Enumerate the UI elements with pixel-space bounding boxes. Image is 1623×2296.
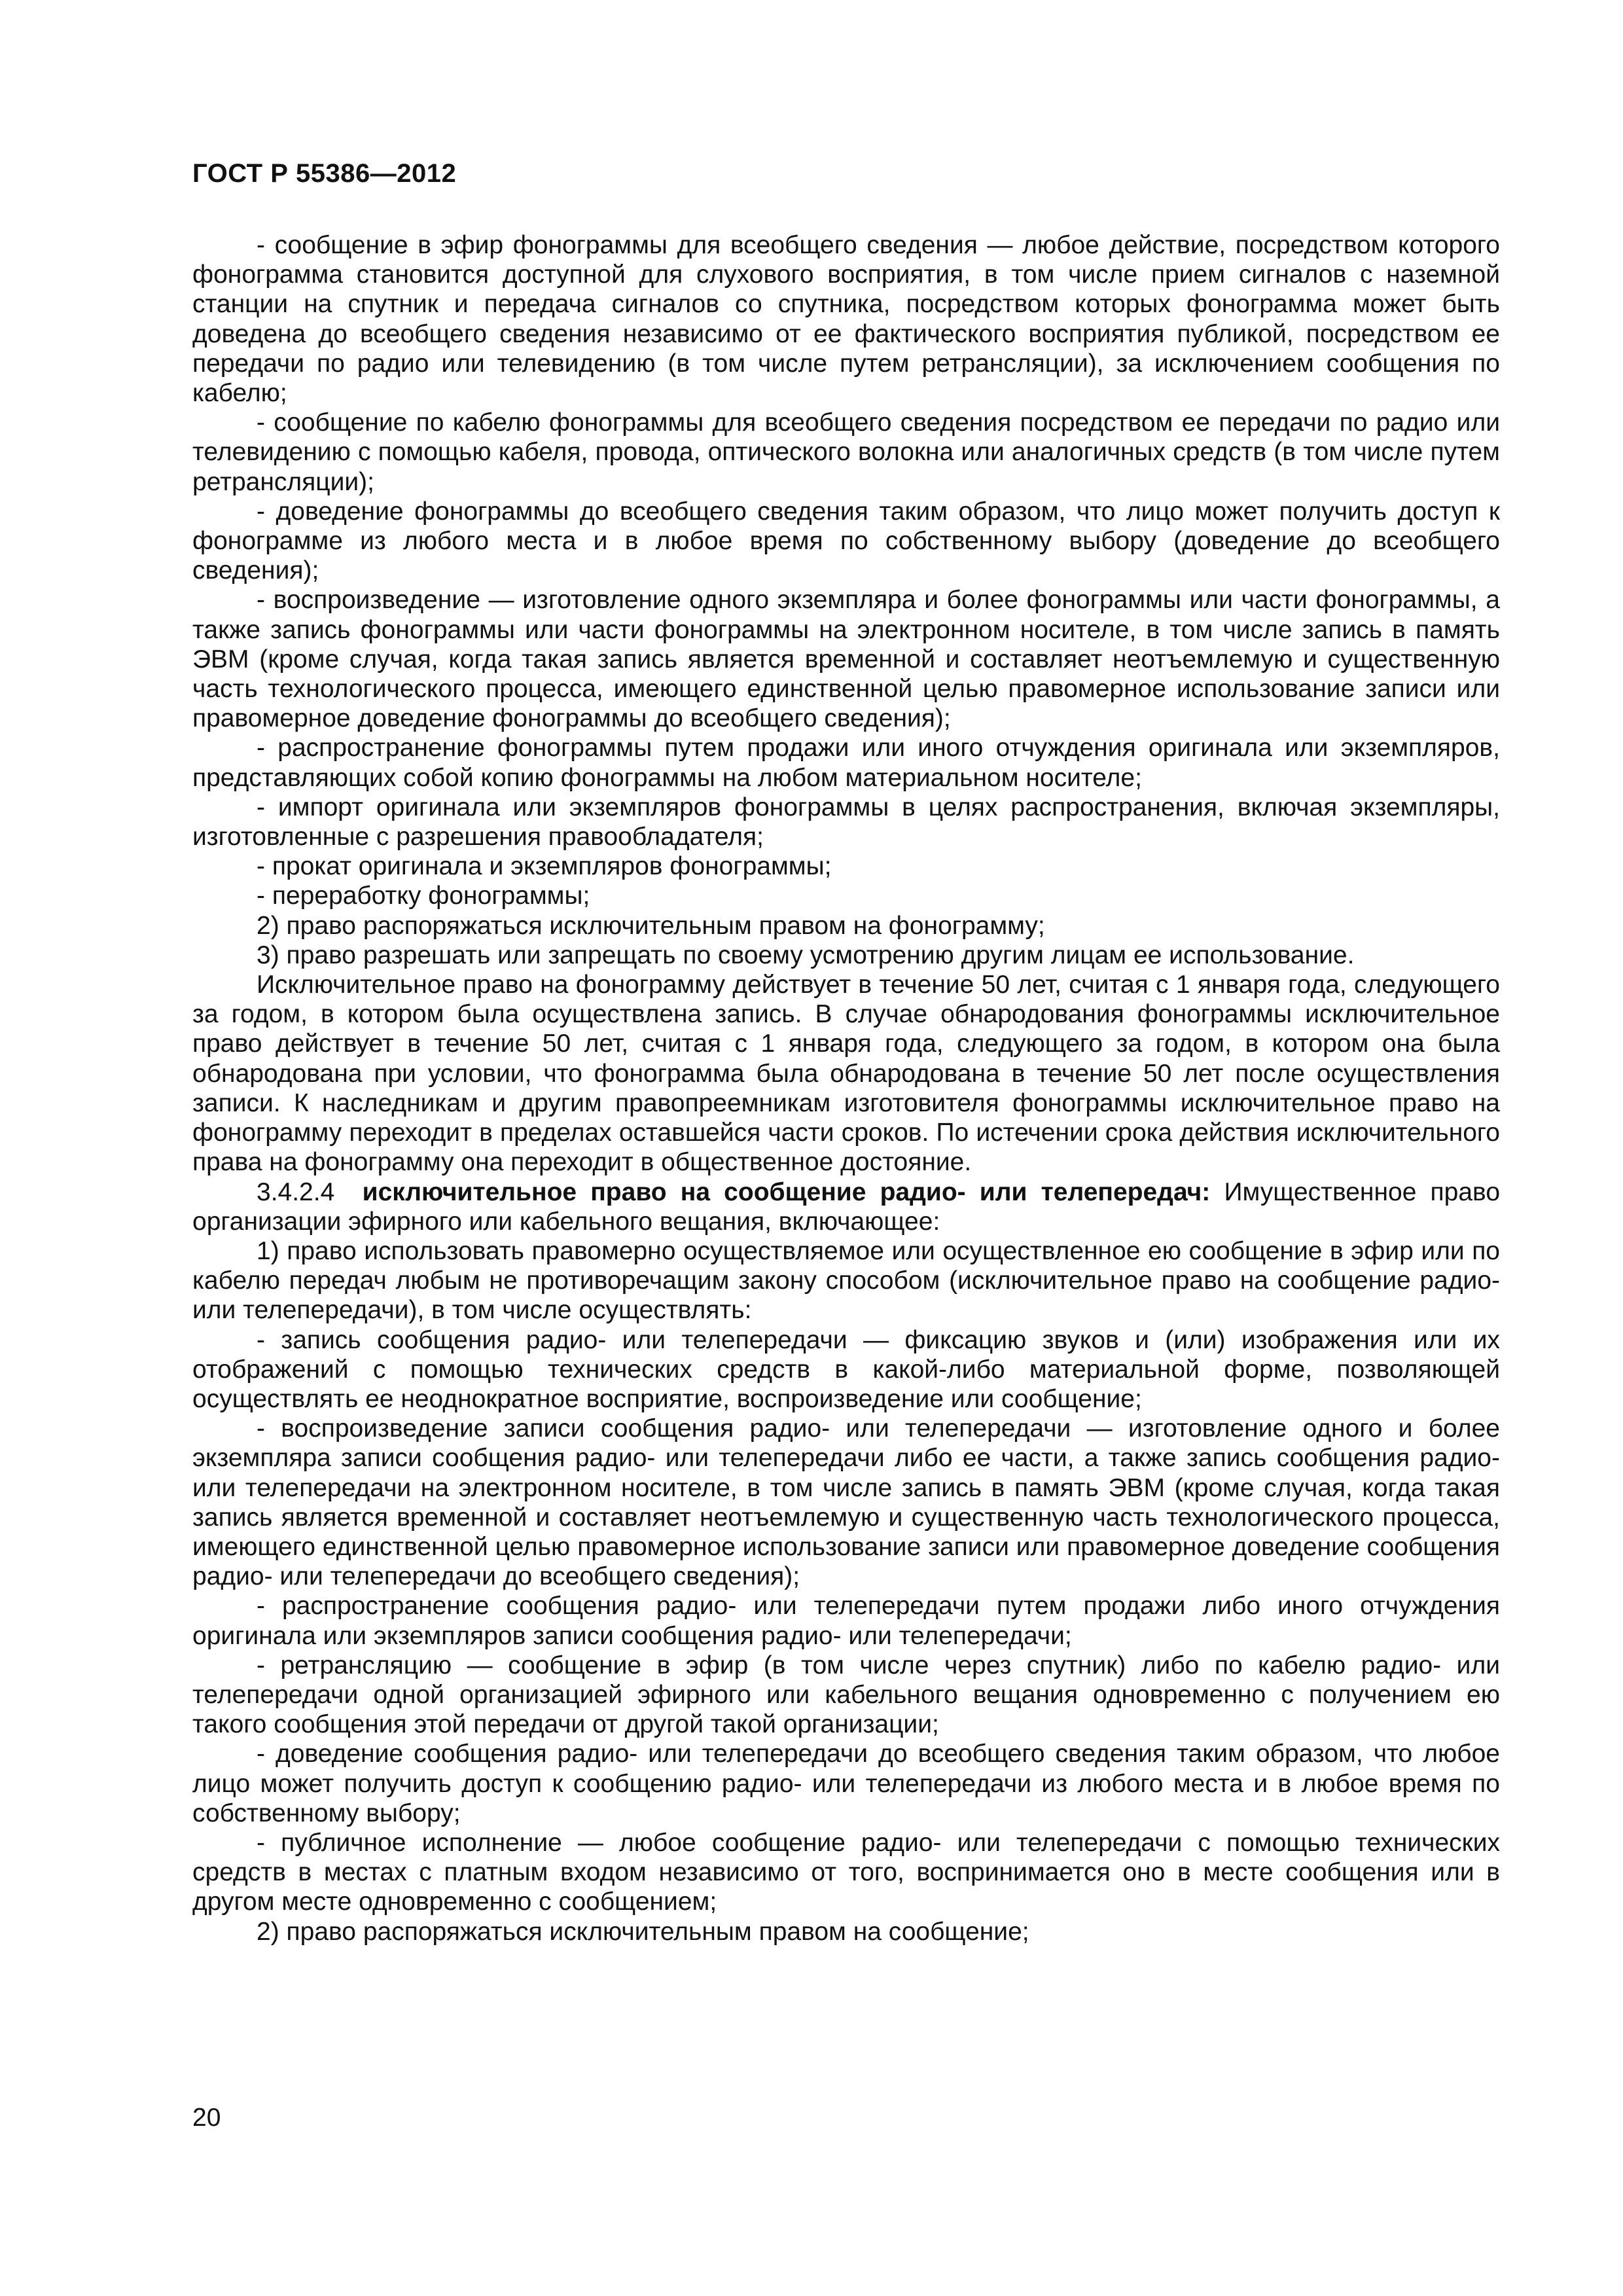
defined-term: исключительное право на сообщение радио- или телепередач: [362,1177,1211,1206]
paragraph: - воспроизведение записи сообщения радио- или телепередачи — изготовление одного и более экземпляра записи сообщения радио- или телепередачи либо ее части, а также запись сообщения радио- или телепередачи на электронном носителе, в том числе запись в память ЭВМ (кроме случая, когда такая запись является временной и составляет неотъемлемую и существенную часть технологического процесса, имеющего единственной целью правомерное использование записи или правомерное доведение сообщения радио- или телепередачи до всеобщего сведения); [192,1414,1500,1591]
definition-text: Имущественное право организации эфирного или кабельного вещания, включающее: [192,1177,1501,1236]
paragraph: 1) право использовать правомерно осуществляемое или осуществленное ею сообщение в эфир или по кабелю передач любым не противоречащим закону способом (исключительное право на сообщение радио- или телепередачи), в том числе осуществлять: [192,1236,1500,1325]
paragraph: - ретрансляцию — сообщение в эфир (в том числе через спутник) либо по кабелю радио- или телепередачи одной организацией эфирного или кабельного вещания одновременно с получением ею такого сообщения этой передачи от другой такой организации; [192,1651,1500,1739]
standard-header: ГОСТ Р 55386—2012 [192,159,457,188]
paragraph: 2) право распоряжаться исключительным правом на фонограмму; [257,911,1045,940]
paragraph: 2) право распоряжаться исключительным правом на сообщение; [257,1917,1029,1946]
definition-paragraph [192,1177,1500,1236]
paragraph: - сообщение в эфир фонограммы для всеобщего сведения — любое действие, посредством которого фонограмма становится доступной для слухового восприятия, в том числе прием сигналов с наземной станции на спутник и передача сигналов со спутника, посредством которых фонограмма может быть доведена до всеобщего сведения независимо от ее фактического восприятия публикой, посредством ее передачи по радио или телевидению (в том числе путем ретрансляции), за исключением сообщения по кабелю; [192,231,1500,408]
paragraph: Исключительное право на фонограмму действует в течение 50 лет, считая с 1 января года, следующего за годом, в котором была осуществлена запись. В случае обнародования фонограммы исключительное право действует в течение 50 лет, считая с 1 января года, следующего за годом, в котором она была обнародована при условии, что фонограмма была обнародована в течение 50 лет после осуществления записи. К наследникам и другим правопреемникам изготовителя фонограммы исключительное право на фонограмму переходит в пределах оставшейся части сроков. По истечении срока действия исключительного права на фонограмму она переходит в общественное достояние. [192,971,1500,1177]
paragraph: - распространение сообщения радио- или телепередачи путем продажи либо иного отчуждения оригинала или экземпляров записи сообщения радио- или телепередачи; [192,1592,1500,1650]
paragraph: - доведение сообщения радио- или телепередачи до всеобщего сведения таким образом, что любое лицо может получить доступ к сообщению радио- или телепередачи из любого места и в любое время по собственному выбору; [192,1740,1500,1827]
paragraph: - прокат оригинала и экземпляров фонограммы; [257,852,832,881]
paragraph: - переработку фонограммы; [257,882,590,910]
paragraph: - публичное исполнение — любое сообщение радио- или телепередачи с помощью технических средств в местах с платным входом независимо от того, воспринимается оно в месте сообщения или в другом месте одновременно с сообщением; [192,1828,1500,1916]
paragraph: - распространение фонограммы путем продажи или иного отчуждения оригинала или экземпляров, представляющих собой копию фонограммы на любом материальном носителе; [192,734,1500,792]
clause-number: 3.4.2.4 [257,1177,335,1206]
page-number: 20 [192,2104,221,2132]
paragraph: - доведение фонограммы до всеобщего сведения таким образом, что лицо может получить доступ к фонограмме из любого места и в любое время по собственному выбору (доведение до всеобщего сведения); [192,497,1500,585]
paragraph: - сообщение по кабелю фонограммы для всеобщего сведения посредством ее передачи по радио или телевидению с помощью кабеля, провода, оптического волокна или аналогичных средств (в том числе путем ретрансляции); [192,408,1500,496]
paragraph: - воспроизведение — изготовление одного экземпляра и более фонограммы или части фонограммы, а также запись фонограммы или части фонограммы на электронном носителе, в том числе запись в память ЭВМ (кроме случая, когда такая запись является временной и составляет неотъемлемую и существенную часть технологического процесса, имеющего единственной целью правомерное использование записи или правомерное доведение фонограммы до всеобщего сведения); [192,586,1500,733]
paragraph: 3) право разрешать или запрещать по своему усмотрению другим лицам ее использование. [257,941,1355,969]
document-body [192,230,1500,1946]
paragraph: - импорт оригинала или экземпляров фонограммы в целях распространения, включая экземпляры, изготовленные с разрешения правообладателя; [192,793,1500,852]
paragraph: - запись сообщения радио- или телепередачи — фиксацию звуков и (или) изображения или их отображений с помощью технических средств в какой-либо материальной форме, позволяющей осуществлять ее неоднократное восприятие, воспроизведение или сообщение; [192,1325,1500,1413]
